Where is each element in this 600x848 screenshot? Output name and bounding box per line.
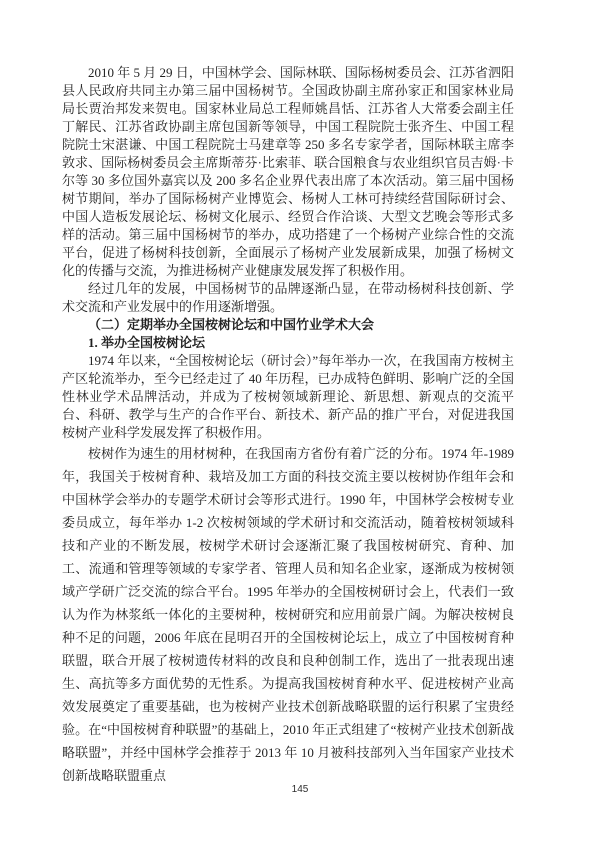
paragraph-poplar-festival-2010: 2010 年 5 月 29 日，中国林学会、国际林联、国际杨树委员会、江苏省泗阳县人民政府共同主办第三届中国杨树节。全国政协副主席孙家正和国家林业局局长贾治邦发来贺电。国家林业局总工程师姚昌恬、江苏省人大常委会副主任丁解民、江苏省政协副主席包国新等领导，中国工程院院士张齐生、中国工程院院士宋湛谦、中国工程院院士马建章等 250 多名专家学者，国际林联主席李敦求、国际杨树委员会主席斯蒂芬·比索菲、联合国粮食与农业组织官员吉姆·卡尔等 30 多位国外嘉宾以及 200 多名企业界代表出席了本次活动。第三届中国杨树节期间，举办了国际杨树产业博览会、杨树人工林可持续经营国际研讨会、中国人造板发展论坛、杨树文化展示、经贸合作洽谈、大型文艺晚会等形式多样的活动。第三届中国杨树节的举办，成功搭建了一个杨树产业综合性的交流平台，促进了杨树科技创新，全面展示了杨树产业发展新成果，加强了杨树文化的传播与交流，为推进杨树产业健康发展发挥了积极作用。 [62,65,514,278]
page-number: 145 [291,784,309,795]
section-heading-eucalyptus-bamboo: （二）定期举办全国桉树论坛和中国竹业学术大会 [88,317,375,332]
text-block [62,64,514,787]
paragraph-eucalyptus-forum-history: 1974 年以来，“全国桉树论坛（研讨会）”每年举办一次，在我国南方桉树主产区轮流举办，至今已经走过了 40 年历程，已办成特色鲜明、影响广泛的全国性林业学术品牌活动，并成为了桉树领域新理论、新思想、新观点的交流平台、科研、教学与生产的合作平台、新技术、新产品的推广平台，对促进我国桉树产业科学发展发挥了积极作用。 [62,353,514,440]
subsection-heading-eucalyptus-forum: 1. 举办全国桉树论坛 [88,335,206,350]
paragraph-eucalyptus-development: 桉树作为速生的用材树种，在我国南方省份有着广泛的分布。1974 年-1989 年，我国关于桉树育种、栽培及加工方面的科技交流主要以桉树协作组年会和中国林学会举办的专题学术研讨会等形式进行。1990 年，中国林学会桉树专业委员成立，每年举办 1-2 次桉树领域的学术研讨和交流活动，随着桉树领域科技和产业的不断发展，桉树学术研讨会逐渐汇聚了我国桉树研究、育种、加工、流通和管理等领域的专家学者、管理人员和知名企业家，逐渐成为桉树领域产学研广泛交流的综合平台。1995 年举办的全国桉树研讨会上，代表们一致认为作为林浆纸一体化的主要树种，桉树研究和应用前景广阔。为解决桉树良种不足的问题，2006 年底在昆明召开的全国桉树论坛上，成立了中国桉树育种联盟，联合开展了桉树遗传材料的改良和良种创制工作，选出了一批表现出速生、高抗等多方面优势的无性系。为提高我国桉树育种水平、促进桉树产业高效发展奠定了重要基础，也为桉树产业技术创新战略联盟的运行积累了宝贵经验。在“中国桉树育种联盟”的基础上，2010 年正式组建了“桉树产业技术创新战略联盟”，并经中国林学会推荐于 2013 年 10 月被科技部列入当年国家产业技术创新战略联盟重点 [62,446,514,783]
paragraph-poplar-festival-brand: 经过几年的发展，中国杨树节的品牌逐渐凸显，在带动杨树科技创新、学术交流和产业发展中的作用逐渐增强。 [62,281,514,314]
